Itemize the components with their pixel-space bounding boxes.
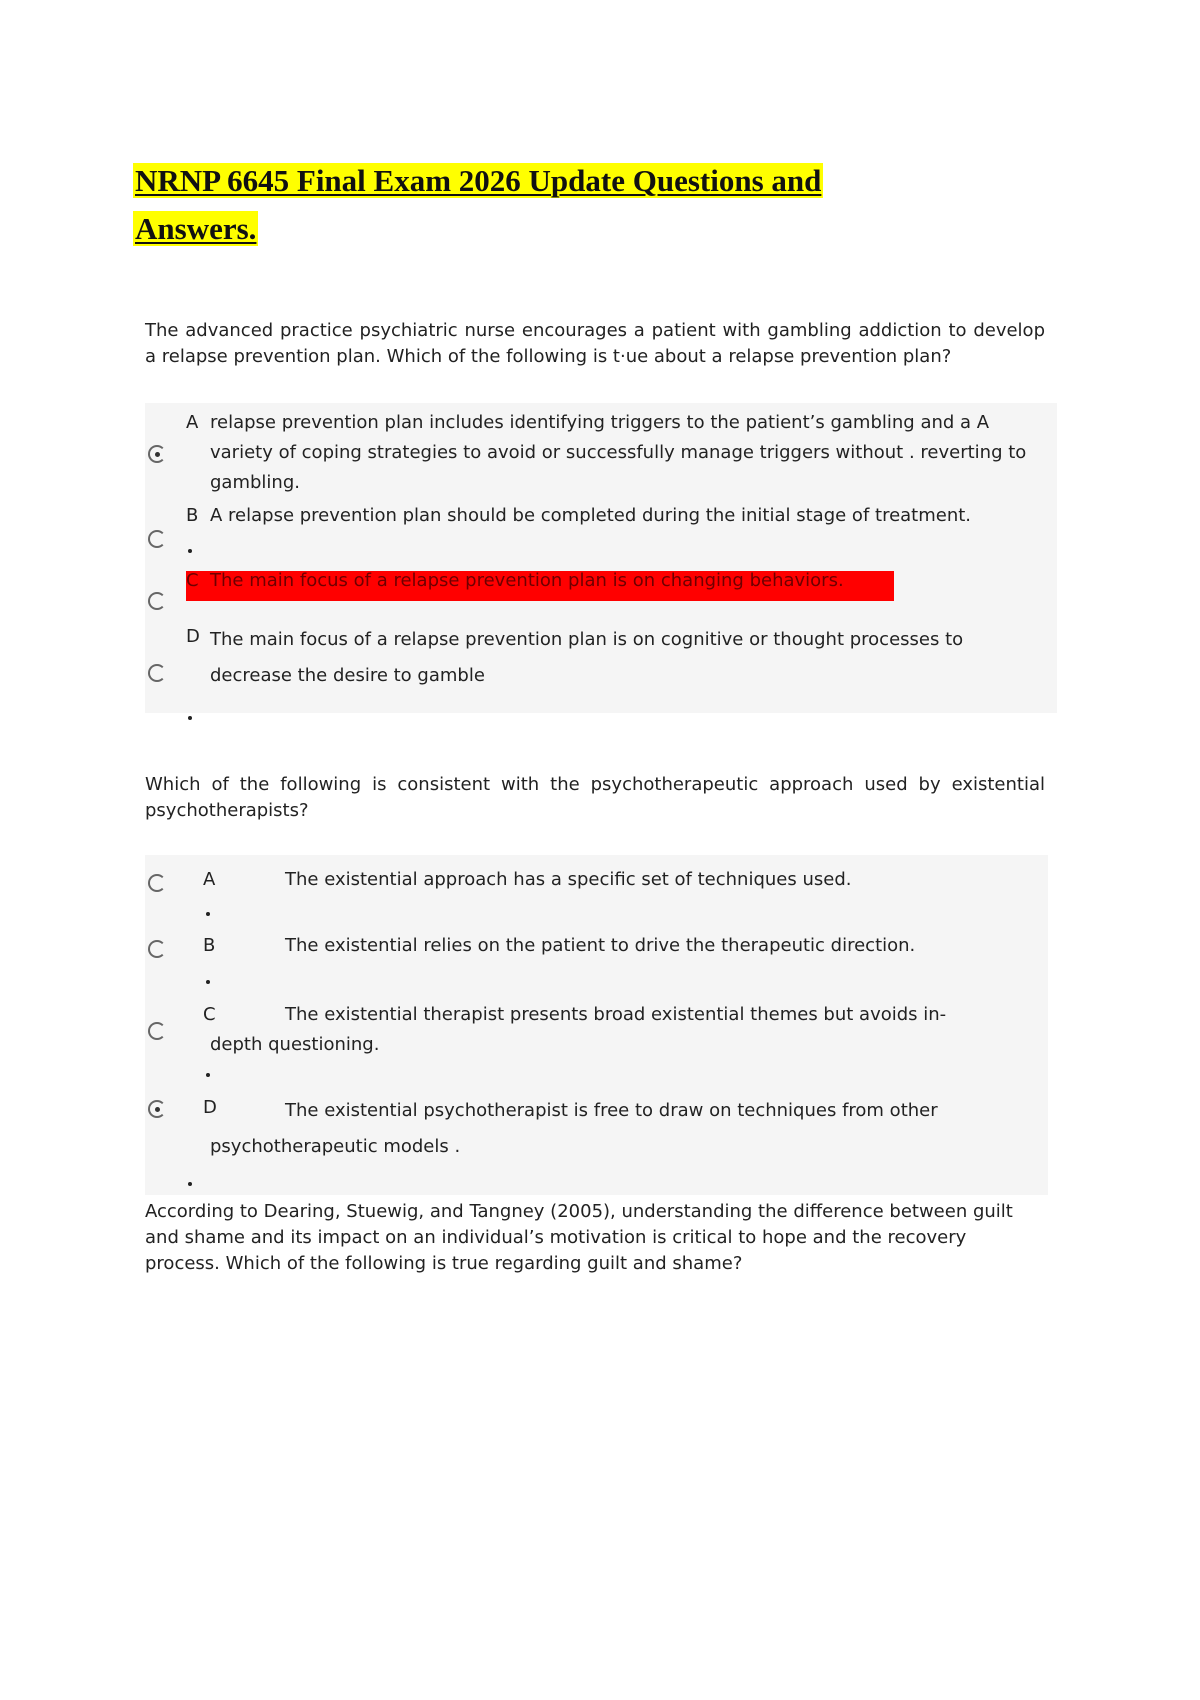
- q1-option-b-radio[interactable]: [148, 530, 166, 548]
- q1-option-d-radio[interactable]: [148, 664, 166, 682]
- question-1-text: The advanced practice psychiatric nurse encourages a patient with gambling addiction to develop a relapse prevention plan. Which of the following is t·ue about a relapse prevention plan?: [145, 320, 1045, 367]
- q1-option-b-letter: B: [186, 505, 199, 526]
- q2-option-c-letter: C: [203, 1004, 216, 1025]
- q2-option-a-marker: [206, 912, 210, 916]
- q1-option-c-text: The main focus of a relapse prevention plan is on changing behaviors.: [210, 570, 844, 591]
- q1-option-c-letter: C: [186, 570, 199, 591]
- q2-option-d-letter: D: [203, 1097, 217, 1118]
- question-3-text: According to Dearing, Stuewig, and Tangney (2005), understanding the difference between guilt and shame and its impact on an individual’s motivation is critical to hope and the recovery process. Which of the following is true regarding guilt and shame?: [145, 1201, 1013, 1274]
- q1-option-b-text: A relapse prevention plan should be completed during the initial stage of treatment.: [210, 505, 972, 526]
- q2-option-c-radio[interactable]: [148, 1022, 166, 1040]
- q1-option-d-text: The main focus of a relapse prevention plan is on cognitive or thought processes to decrease the desire to gamble: [210, 629, 964, 686]
- q1-option-b-marker: [188, 549, 192, 553]
- q2-option-c-marker: [206, 1073, 210, 1077]
- q1-option-d-letter: D: [186, 626, 200, 647]
- q2-option-a-text: The existential approach has a specific set of techniques used.: [285, 869, 852, 890]
- q2-option-d-marker: [188, 1182, 192, 1186]
- q2-option-b-marker: [206, 980, 210, 984]
- q1-option-d-marker: [188, 716, 192, 720]
- question-2-text: Which of the following is consistent with the psychotherapeutic approach used by existential psychotherapists?: [145, 774, 1045, 821]
- q2-option-a-letter: A: [203, 869, 216, 890]
- q2-option-c-text: The existential therapist presents broad existential themes but avoids in-depth questioning.: [210, 1004, 947, 1055]
- q2-option-b-letter: B: [203, 935, 216, 956]
- q1-option-a-letter: A: [186, 412, 199, 433]
- q1-option-a-radio[interactable]: [148, 445, 166, 463]
- q2-option-b-text: The existential relies on the patient to drive the therapeutic direction.: [285, 935, 916, 956]
- document-title: NRNP 6645 Final Exam 2026 Update Questions and Answers.: [135, 163, 822, 246]
- q2-option-b-radio[interactable]: [148, 940, 166, 958]
- q1-option-c-radio[interactable]: [148, 592, 166, 610]
- q2-option-d-radio[interactable]: [148, 1100, 166, 1118]
- q2-option-a-radio[interactable]: [148, 874, 166, 892]
- q2-option-d-text: The existential psychotherapist is free to draw on techniques from other psychotherapeutic models .: [210, 1100, 938, 1157]
- q1-option-a-text: relapse prevention plan includes identifying triggers to the patient’s gambling and a A variety of coping strategies to avoid or successfully manage triggers without . reverting to gambling.: [210, 412, 1027, 493]
